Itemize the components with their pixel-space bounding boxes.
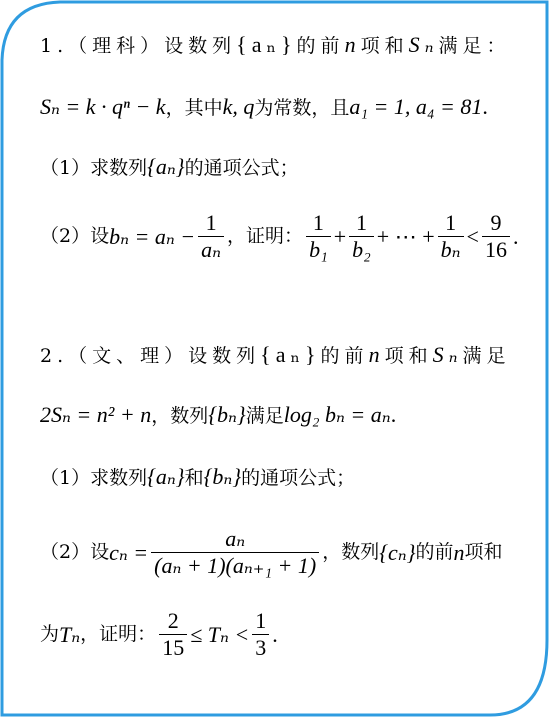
p1-part2-label: （2）设 — [40, 225, 110, 247]
problem1-line2 — [40, 96, 488, 118]
p2-part1-and: 和 — [184, 467, 204, 489]
p2-cn-fraction: $\frac{\text{aₙ}}{\text{(aₙ + 1)(aₙ₊₁ + 1)}}$ — [151, 528, 319, 577]
p2-lhs-fraction: $\frac{2}{15}$ — [159, 610, 187, 659]
p2-n2: n — [453, 539, 465, 565]
p2-part2-end: 项和 — [464, 541, 503, 563]
p2-part1-label: （1）求数列 — [40, 467, 148, 489]
p1-sum-term-2: $\frac{1}{\text{b₂}}$ — [349, 212, 374, 261]
p1-bn-def: bₙ = aₙ − — [109, 223, 196, 249]
p2-proof: ，证明： — [80, 623, 157, 645]
p1-period: . — [482, 94, 488, 119]
p1-mid2: 项和 — [360, 35, 409, 57]
p1-prefix: 1.（理科）设数列 — [40, 35, 237, 57]
p2-part1-seq-b: {bₙ} — [203, 464, 242, 489]
p1-conds: a₁ = 1, a₄ = 81 — [349, 94, 483, 119]
p2-part1-seq-a: {aₙ} — [147, 464, 185, 489]
p1-formula: Sₙ = k · qⁿ − k — [40, 94, 166, 119]
p1-kq: k, q — [222, 94, 255, 119]
problem2-line2 — [40, 404, 396, 426]
p2-formula: 2Sₙ = n² + n — [40, 402, 152, 427]
problem1-part2 — [40, 212, 518, 261]
p1-l2-text2: 为常数，且 — [254, 97, 350, 119]
p1-rhs-fraction: $\frac{9}{16}$ — [482, 212, 510, 261]
p2-log: log₂ bₙ = aₙ — [283, 402, 391, 427]
p2-period2: . — [272, 621, 278, 647]
p2-l2-text: ，数列 — [151, 405, 209, 427]
p2-seq-b: {bₙ} — [208, 402, 246, 427]
p2-end: 满足 — [462, 345, 511, 367]
p2-seq-a: {aₙ} — [260, 342, 321, 367]
p2-part2-mid2: 的前 — [415, 541, 454, 563]
p2-part2-label: （2）设 — [40, 541, 110, 563]
p2-n: n — [368, 342, 385, 367]
p2-last-prefix: 为 — [40, 623, 60, 645]
p1-seq-a: {aₙ} — [236, 32, 297, 57]
p2-sn: Sₙ — [432, 342, 463, 367]
p1-part1-seq: {aₙ} — [147, 154, 185, 179]
p1-part1-label: （1）求数列 — [40, 157, 148, 179]
p1-period2: . — [512, 223, 519, 249]
p1-sn: Sₙ — [408, 32, 439, 57]
p1-sum-term-1: $\frac{1}{\text{b₁}}$ — [306, 212, 331, 261]
p2-prefix: 2.（文、理）设数列 — [40, 345, 261, 367]
p2-seq-c: {cₙ} — [379, 539, 416, 565]
p2-tn: Tₙ — [59, 621, 81, 647]
p1-l2-text: ，其中 — [165, 97, 223, 119]
problem2-part2 — [40, 528, 503, 577]
p1-lt: < — [466, 223, 479, 249]
problem1-part1 — [40, 156, 299, 178]
problem2-last-line — [40, 610, 278, 659]
p2-part1-end: 的通项公式； — [241, 467, 356, 489]
p2-part2-mid: ，数列 — [322, 541, 380, 563]
p2-rhs-fraction: $\frac{1}{3}$ — [252, 610, 269, 659]
p2-cn-left: cₙ = — [109, 539, 149, 565]
p1-proof: ，证明： — [227, 225, 304, 247]
p1-plus: + — [333, 223, 347, 249]
problem2-line1 — [40, 344, 511, 366]
p1-sum-term-n: $\frac{1}{\text{bₙ}}$ — [438, 212, 464, 261]
p2-mid2: 项和 — [384, 345, 433, 367]
p1-end: 满足： — [438, 35, 511, 57]
p1-dots: + ⋯ + — [376, 223, 435, 249]
problem2-part1 — [40, 466, 355, 488]
p1-mid: 的前 — [296, 35, 345, 57]
p2-period: . — [390, 402, 397, 427]
problem1-line1 — [40, 34, 511, 56]
p2-mid: 的前 — [320, 345, 369, 367]
p1-n: n — [344, 32, 361, 57]
p1-part1-end: 的通项公式； — [184, 157, 299, 179]
p2-l2-text2: 满足 — [245, 405, 284, 427]
p2-ineq-mid: ≤ Tₙ < — [190, 621, 250, 647]
p1-bn-fraction: $\frac{1}{\text{aₙ}}$ — [198, 212, 224, 261]
